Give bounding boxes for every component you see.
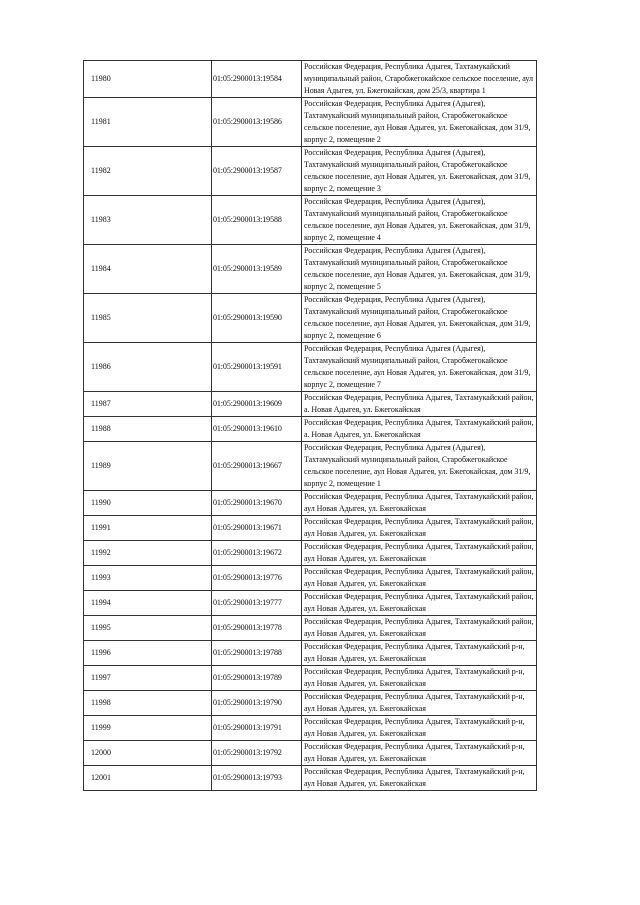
- row-number-cell: 11989: [84, 442, 212, 491]
- table-row: [84, 666, 537, 691]
- row-number-cell: 12000: [84, 741, 212, 766]
- table-row: [84, 343, 537, 392]
- row-number-cell: 11982: [84, 147, 212, 196]
- address-cell: Российская Федерация, Республика Адыгея, Тахтамукайский р-н, аул Новая Адыгея, ул. Бжегокайская: [302, 691, 537, 716]
- address-cell: Российская Федерация, Республика Адыгея (Адыгея), Тахтамукайский муниципальный район, Старобжегокайское сельское поселение, аул Новая Адыгея, ул. Бжегокайская, дом 31/9, корпус 2, помещение 7: [302, 343, 537, 392]
- address-cell: Российская Федерация, Республика Адыгея (Адыгея), Тахтамукайский муниципальный район, Старобжегокайское сельское поселение, аул Новая Адыгея, ул. Бжегокайская, дом 31/9, корпус 2, помещение 1: [302, 442, 537, 491]
- table-row: [84, 566, 537, 591]
- address-cell: Российская Федерация, Республика Адыгея, Тахтамукайский р-н, аул Новая Адыгея, ул. Бжегокайская: [302, 641, 537, 666]
- cadastral-number-cell: 01:05:2900013:19589: [212, 245, 302, 294]
- cadastral-number-cell: 01:05:2900013:19667: [212, 442, 302, 491]
- cadastral-number-cell: 01:05:2900013:19777: [212, 591, 302, 616]
- row-number-cell: 11993: [84, 566, 212, 591]
- cadastral-number-cell: 01:05:2900013:19776: [212, 566, 302, 591]
- row-number-cell: 11987: [84, 392, 212, 417]
- table-row: [84, 641, 537, 666]
- cadastral-number-cell: 01:05:2900013:19591: [212, 343, 302, 392]
- address-cell: Российская Федерация, Республика Адыгея, Тахтамукайский район, а. Новая Адыгея, ул. Бжегокайская: [302, 417, 537, 442]
- address-cell: Российская Федерация, Республика Адыгея (Адыгея), Тахтамукайский муниципальный район, Старобжегокайское сельское поселение, аул Новая Адыгея, ул. Бжегокайская, дом 31/9, корпус 2, помещение 2: [302, 98, 537, 147]
- table-row: [84, 591, 537, 616]
- address-cell: Российская Федерация, Республика Адыгея, Тахтамукайский район, аул Новая Адыгея, ул. Бжегокайская: [302, 491, 537, 516]
- table-row: [84, 766, 537, 791]
- address-cell: Российская Федерация, Республика Адыгея, Тахтамукайский р-н, аул Новая Адыгея, ул. Бжегокайская: [302, 666, 537, 691]
- cadastral-number-cell: 01:05:2900013:19793: [212, 766, 302, 791]
- row-number-cell: 11999: [84, 716, 212, 741]
- row-number-cell: 11997: [84, 666, 212, 691]
- table-row: [84, 616, 537, 641]
- address-cell: Российская Федерация, Республика Адыгея, Тахтамукайский район, аул Новая Адыгея, ул. Бжегокайская: [302, 541, 537, 566]
- row-number-cell: 11992: [84, 541, 212, 566]
- cadastral-number-cell: 01:05:2900013:19792: [212, 741, 302, 766]
- row-number-cell: 11985: [84, 294, 212, 343]
- address-cell: Российская Федерация, Республика Адыгея, Тахтамукайский район, аул Новая Адыгея, ул. Бжегокайская: [302, 516, 537, 541]
- cadastral-number-cell: 01:05:2900013:19588: [212, 196, 302, 245]
- table-row: [84, 541, 537, 566]
- table-row: [84, 98, 537, 147]
- row-number-cell: 12001: [84, 766, 212, 791]
- table-body: [84, 61, 537, 791]
- row-number-cell: 11983: [84, 196, 212, 245]
- row-number-cell: 11994: [84, 591, 212, 616]
- address-cell: Российская Федерация, Республика Адыгея (Адыгея), Тахтамукайский муниципальный район, Старобжегокайское сельское поселение, аул Новая Адыгея, ул. Бжегокайская, дом 31/9, корпус 2, помещение 4: [302, 196, 537, 245]
- table-row: [84, 516, 537, 541]
- table-row: [84, 392, 537, 417]
- address-cell: Российская Федерация, Республика Адыгея, Тахтамукайский р-н, аул Новая Адыгея, ул. Бжегокайская: [302, 766, 537, 791]
- table-row: [84, 196, 537, 245]
- cadastral-number-cell: 01:05:2900013:19670: [212, 491, 302, 516]
- row-number-cell: 11996: [84, 641, 212, 666]
- cadastral-number-cell: 01:05:2900013:19672: [212, 541, 302, 566]
- table-row: [84, 245, 537, 294]
- row-number-cell: 11990: [84, 491, 212, 516]
- table-row: [84, 442, 537, 491]
- row-number-cell: 11981: [84, 98, 212, 147]
- row-number-cell: 11984: [84, 245, 212, 294]
- cadastral-number-cell: 01:05:2900013:19590: [212, 294, 302, 343]
- address-cell: Российская Федерация, Республика Адыгея, Тахтамукайский район, а. Новая Адыгея, ул. Бжегокайская: [302, 392, 537, 417]
- address-cell: Российская Федерация, Республика Адыгея (Адыгея), Тахтамукайский муниципальный район, Старобжегокайское сельское поселение, аул Новая Адыгея, ул. Бжегокайская, дом 31/9, корпус 2, помещение 6: [302, 294, 537, 343]
- address-cell: Российская Федерация, Республика Адыгея (Адыгея), Тахтамукайский муниципальный район, Старобжегокайское сельское поселение, аул Новая Адыгея, ул. Бжегокайская, дом 31/9, корпус 2, помещение 5: [302, 245, 537, 294]
- address-cell: Российская Федерация, Республика Адыгея, Тахтамукайский р-н, аул Новая Адыгея, ул. Бжегокайская: [302, 716, 537, 741]
- table-row: [84, 294, 537, 343]
- table-row: [84, 147, 537, 196]
- cadastral-number-cell: 01:05:2900013:19778: [212, 616, 302, 641]
- address-cell: Российская Федерация, Республика Адыгея, Тахтамукайский район, аул Новая Адыгея, ул. Бжегокайская: [302, 591, 537, 616]
- row-number-cell: 11980: [84, 61, 212, 98]
- property-table: [83, 60, 537, 791]
- table-row: [84, 741, 537, 766]
- table-row: [84, 417, 537, 442]
- cadastral-number-cell: 01:05:2900013:19791: [212, 716, 302, 741]
- address-cell: Российская Федерация, Республика Адыгея (Адыгея), Тахтамукайский муниципальный район, Старобжегокайское сельское поселение, аул Новая Адыгея, ул. Бжегокайская, дом 31/9, корпус 2, помещение 3: [302, 147, 537, 196]
- row-number-cell: 11991: [84, 516, 212, 541]
- row-number-cell: 11986: [84, 343, 212, 392]
- address-cell: Российская Федерация, Республика Адыгея, Тахтамукайский район, аул Новая Адыгея, ул. Бжегокайская: [302, 566, 537, 591]
- cadastral-number-cell: 01:05:2900013:19610: [212, 417, 302, 442]
- address-cell: Российская Федерация, Республика Адыгея, Тахтамукайский р-н, аул Новая Адыгея, ул. Бжегокайская: [302, 741, 537, 766]
- address-cell: Российская Федерация, Республика Адыгея, Тахтамукайский муниципальный район, Старобжегокайское сельское поселение, аул Новая Адыгея, ул. Бжегокайская, дом 25/3, квартира 1: [302, 61, 537, 98]
- row-number-cell: 11995: [84, 616, 212, 641]
- address-cell: Российская Федерация, Республика Адыгея, Тахтамукайский район, аул Новая Адыгея, ул. Бжегокайская: [302, 616, 537, 641]
- cadastral-number-cell: 01:05:2900013:19790: [212, 691, 302, 716]
- cadastral-number-cell: 01:05:2900013:19788: [212, 641, 302, 666]
- table-row: [84, 61, 537, 98]
- cadastral-number-cell: 01:05:2900013:19584: [212, 61, 302, 98]
- table-row: [84, 716, 537, 741]
- table-row: [84, 691, 537, 716]
- table-row: [84, 491, 537, 516]
- cadastral-number-cell: 01:05:2900013:19671: [212, 516, 302, 541]
- cadastral-number-cell: 01:05:2900013:19587: [212, 147, 302, 196]
- cadastral-number-cell: 01:05:2900013:19609: [212, 392, 302, 417]
- row-number-cell: 11998: [84, 691, 212, 716]
- cadastral-number-cell: 01:05:2900013:19789: [212, 666, 302, 691]
- row-number-cell: 11988: [84, 417, 212, 442]
- cadastral-number-cell: 01:05:2900013:19586: [212, 98, 302, 147]
